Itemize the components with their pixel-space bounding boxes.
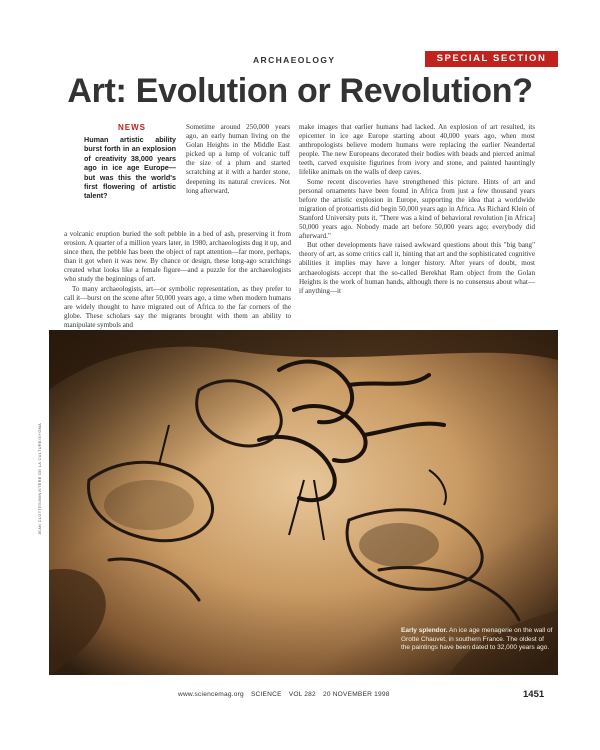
footer-volume: VOL 282 [288,691,316,698]
body-paragraph: To many archaeologists, art—or symbolic representation, as they prefer to call it—burst on the scene after 50,000 years ago, a time when modern humans are widely thought to have migrated out of Africa to the far corners of the globe. These scholars say the migrants brought with them an ability to manipulate symbols and [64,284,291,329]
section-label: ARCHAEOLOGY [253,55,336,65]
footer-site: www.sciencemag.org [178,691,244,698]
special-section-badge: SPECIAL SECTION [425,51,558,67]
article-deck: Human artistic ability burst forth in an explosion of creativity 38,000 years ago in ice age Europe—but was this the world's first flowering of artistic talent? [84,135,176,201]
body-paragraph: Some recent discoveries have strengthened this picture. Hints of art and personal ornaments have been found in Africa from just a few thousand years before the artistic explosion in Europe, supporting the idea that a worldwide migration of protoartists did begin 50,000 years ago in Africa. As Richard Klein of Stanford University puts it, "There was a kind of behavioral revolution [in Africa] 50,000 years ago. Nobody made art before 50,000 years ago; everybody did afterward." [299,177,535,241]
body-column-right [299,123,535,296]
footer-journal: SCIENCE [250,691,282,698]
body-column-top [186,123,290,196]
body-paragraph: But other developments have raised awkward questions about this "big bang" theory of art, as some critics call it, hinting that art and the sophisticated cognitive abilities it implies may have a longer history. After years of doubt, most archaeologists accept that the so-called Berekhat Ram object from the Golan Heights is the work of human hands, although there is no consensus about what—if anything—it [299,241,535,295]
article-title: Art: Evolution or Revolution? [67,72,533,110]
footer-date: 20 NOVEMBER 1998 [322,691,390,698]
photo-caption [401,627,553,653]
body-column-left [64,230,291,330]
cave-painting-photo [49,330,558,675]
news-kicker: NEWS [118,123,146,132]
caption-lead: Early splendor. [401,627,448,634]
photo-credit: JEAN CLOTTES/MINISTÈRE DE LA CULTURE/SYGMA [38,422,42,535]
page-footer [178,691,395,698]
caption-text: An ice age menagerie on the wall of Grotte Chauvet, in southern France. The oldest of the paintings have been dated to 32,000 years ago. [401,627,553,651]
body-paragraph: Sometime around 250,000 years ago, an early human living on the Golan Heights in the Middle East picked up a lump of volcanic tuff the size of a plum and started scratching at it with a harder stone, deepening its natural crevices. Not long afterward, [186,123,290,195]
page-number: 1451 [523,689,545,700]
body-paragraph: make images that earlier humans had lacked. An explosion of art resulted, its epicenter in ice age Europe starting about 40,000 years ago, when most anthropologists believe modern humans were replacing the earlier Neandertal people. The new Europeans decorated their bodies with beads and pierced animal teeth, carved exquisite figurines from ivory and stone, and painted hauntingly lifelike animals on the walls of deep caves. [299,123,535,177]
body-paragraph: a volcanic eruption buried the soft pebble in a bed of ash, preserving it from erosion. A quarter of a million years later, in 1980, archaeologists dug it up, and since then, the pebble has been the object of rapt attention—far more, perhaps, than it got when it was new. By chance or design, these long-ago scratchings created what looks like a female figure—and a puzzle for the archaeologists who study the beginnings of art. [64,230,291,284]
